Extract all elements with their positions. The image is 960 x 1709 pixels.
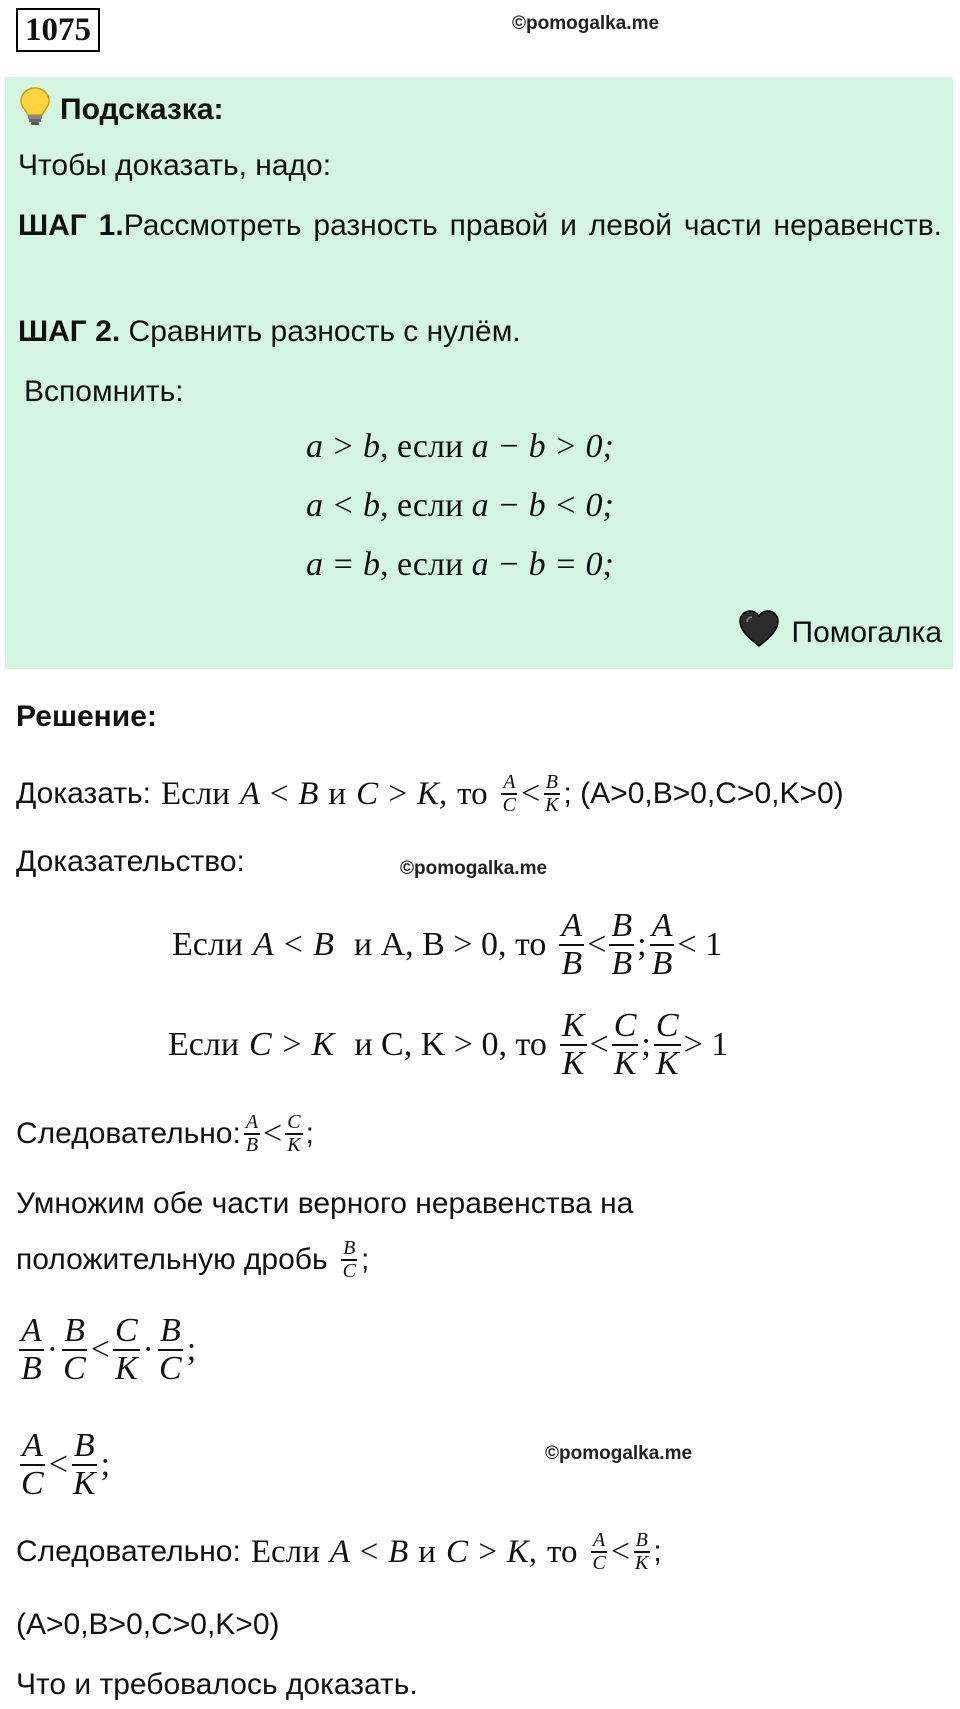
- task-number: 1075: [16, 8, 100, 52]
- solution-title: Решение:: [16, 700, 157, 733]
- brand: [738, 610, 943, 656]
- qed: Что и требовалось доказать.: [16, 1668, 418, 1701]
- hint-title: [18, 86, 224, 134]
- step1-label: ШАГ 1.: [18, 209, 124, 242]
- brand-name: Помогалка: [791, 616, 942, 649]
- step2-text: Сравнить разность с нулём.: [128, 315, 521, 348]
- proof-line-1: Если A < B и A, B > 0, то $\frac{A}{B}$ < $\frac{B}{B}$ ; $\frac{A}{B}$ < 1: [172, 907, 723, 982]
- multiply-line-1: Умножим обе части верного неравенства на: [16, 1187, 634, 1220]
- result-inequality: $\frac{A}{C}$ < $\frac{B}{K}$ ;: [21, 1427, 111, 1502]
- proof-line-2: Если C > K и C, K > 0, то $\frac{K}{K}$ < $\frac{C}{K}$ ; $\frac{C}{K}$ > 1: [168, 1007, 729, 1082]
- watermark-2: ©pomogalka.me: [400, 858, 548, 879]
- prove-statement: Доказать: Если A < B и C > K, то $\frac{A}{C}$ < $\frac{B}{K}$ ; (A>0,B>0,C>0,K>0): [16, 771, 844, 816]
- hint-intro: Чтобы доказать, надо:: [18, 149, 332, 182]
- final-conditions: (A>0,B>0,C>0,K>0): [16, 1608, 280, 1641]
- rule-2: a < b, если a − b < 0;: [306, 487, 614, 524]
- hint-recall: Вспомнить:: [24, 375, 184, 408]
- lightbulb-icon: [18, 86, 52, 134]
- rule-3: a = b, если a − b = 0;: [306, 546, 614, 583]
- hint-step-2: [18, 310, 521, 354]
- watermark-3: ©pomogalka.me: [545, 1443, 693, 1464]
- rule-1: a > b, если a − b > 0;: [306, 428, 614, 465]
- step2-label: ШАГ 2.: [18, 315, 121, 348]
- hint-step-1: [18, 204, 942, 248]
- therefore-1: Следовательно: $\frac{A}{B}$ < $\frac{C}{K}$ ;: [16, 1111, 314, 1156]
- therefore-2: Следовательно: Если A < B и C > K, то $\frac{A}{C}$ < $\frac{B}{K}$ ;: [16, 1529, 662, 1574]
- product-inequality: $\frac{A}{B}$ · $\frac{B}{C}$ < $\frac{C}{K}$ · $\frac{B}{C}$ ;: [21, 1312, 197, 1387]
- step1-text: Рассмотреть разность правой и левой части неравенств.: [123, 209, 942, 242]
- heart-icon: [738, 610, 780, 656]
- hint-title-text: Подсказка:: [60, 93, 224, 126]
- watermark: ©pomogalka.me: [512, 13, 660, 34]
- multiply-line-2: положительную дробь $\frac{B}{C}$ ;: [16, 1237, 370, 1282]
- proof-label: Доказательство:: [16, 845, 245, 878]
